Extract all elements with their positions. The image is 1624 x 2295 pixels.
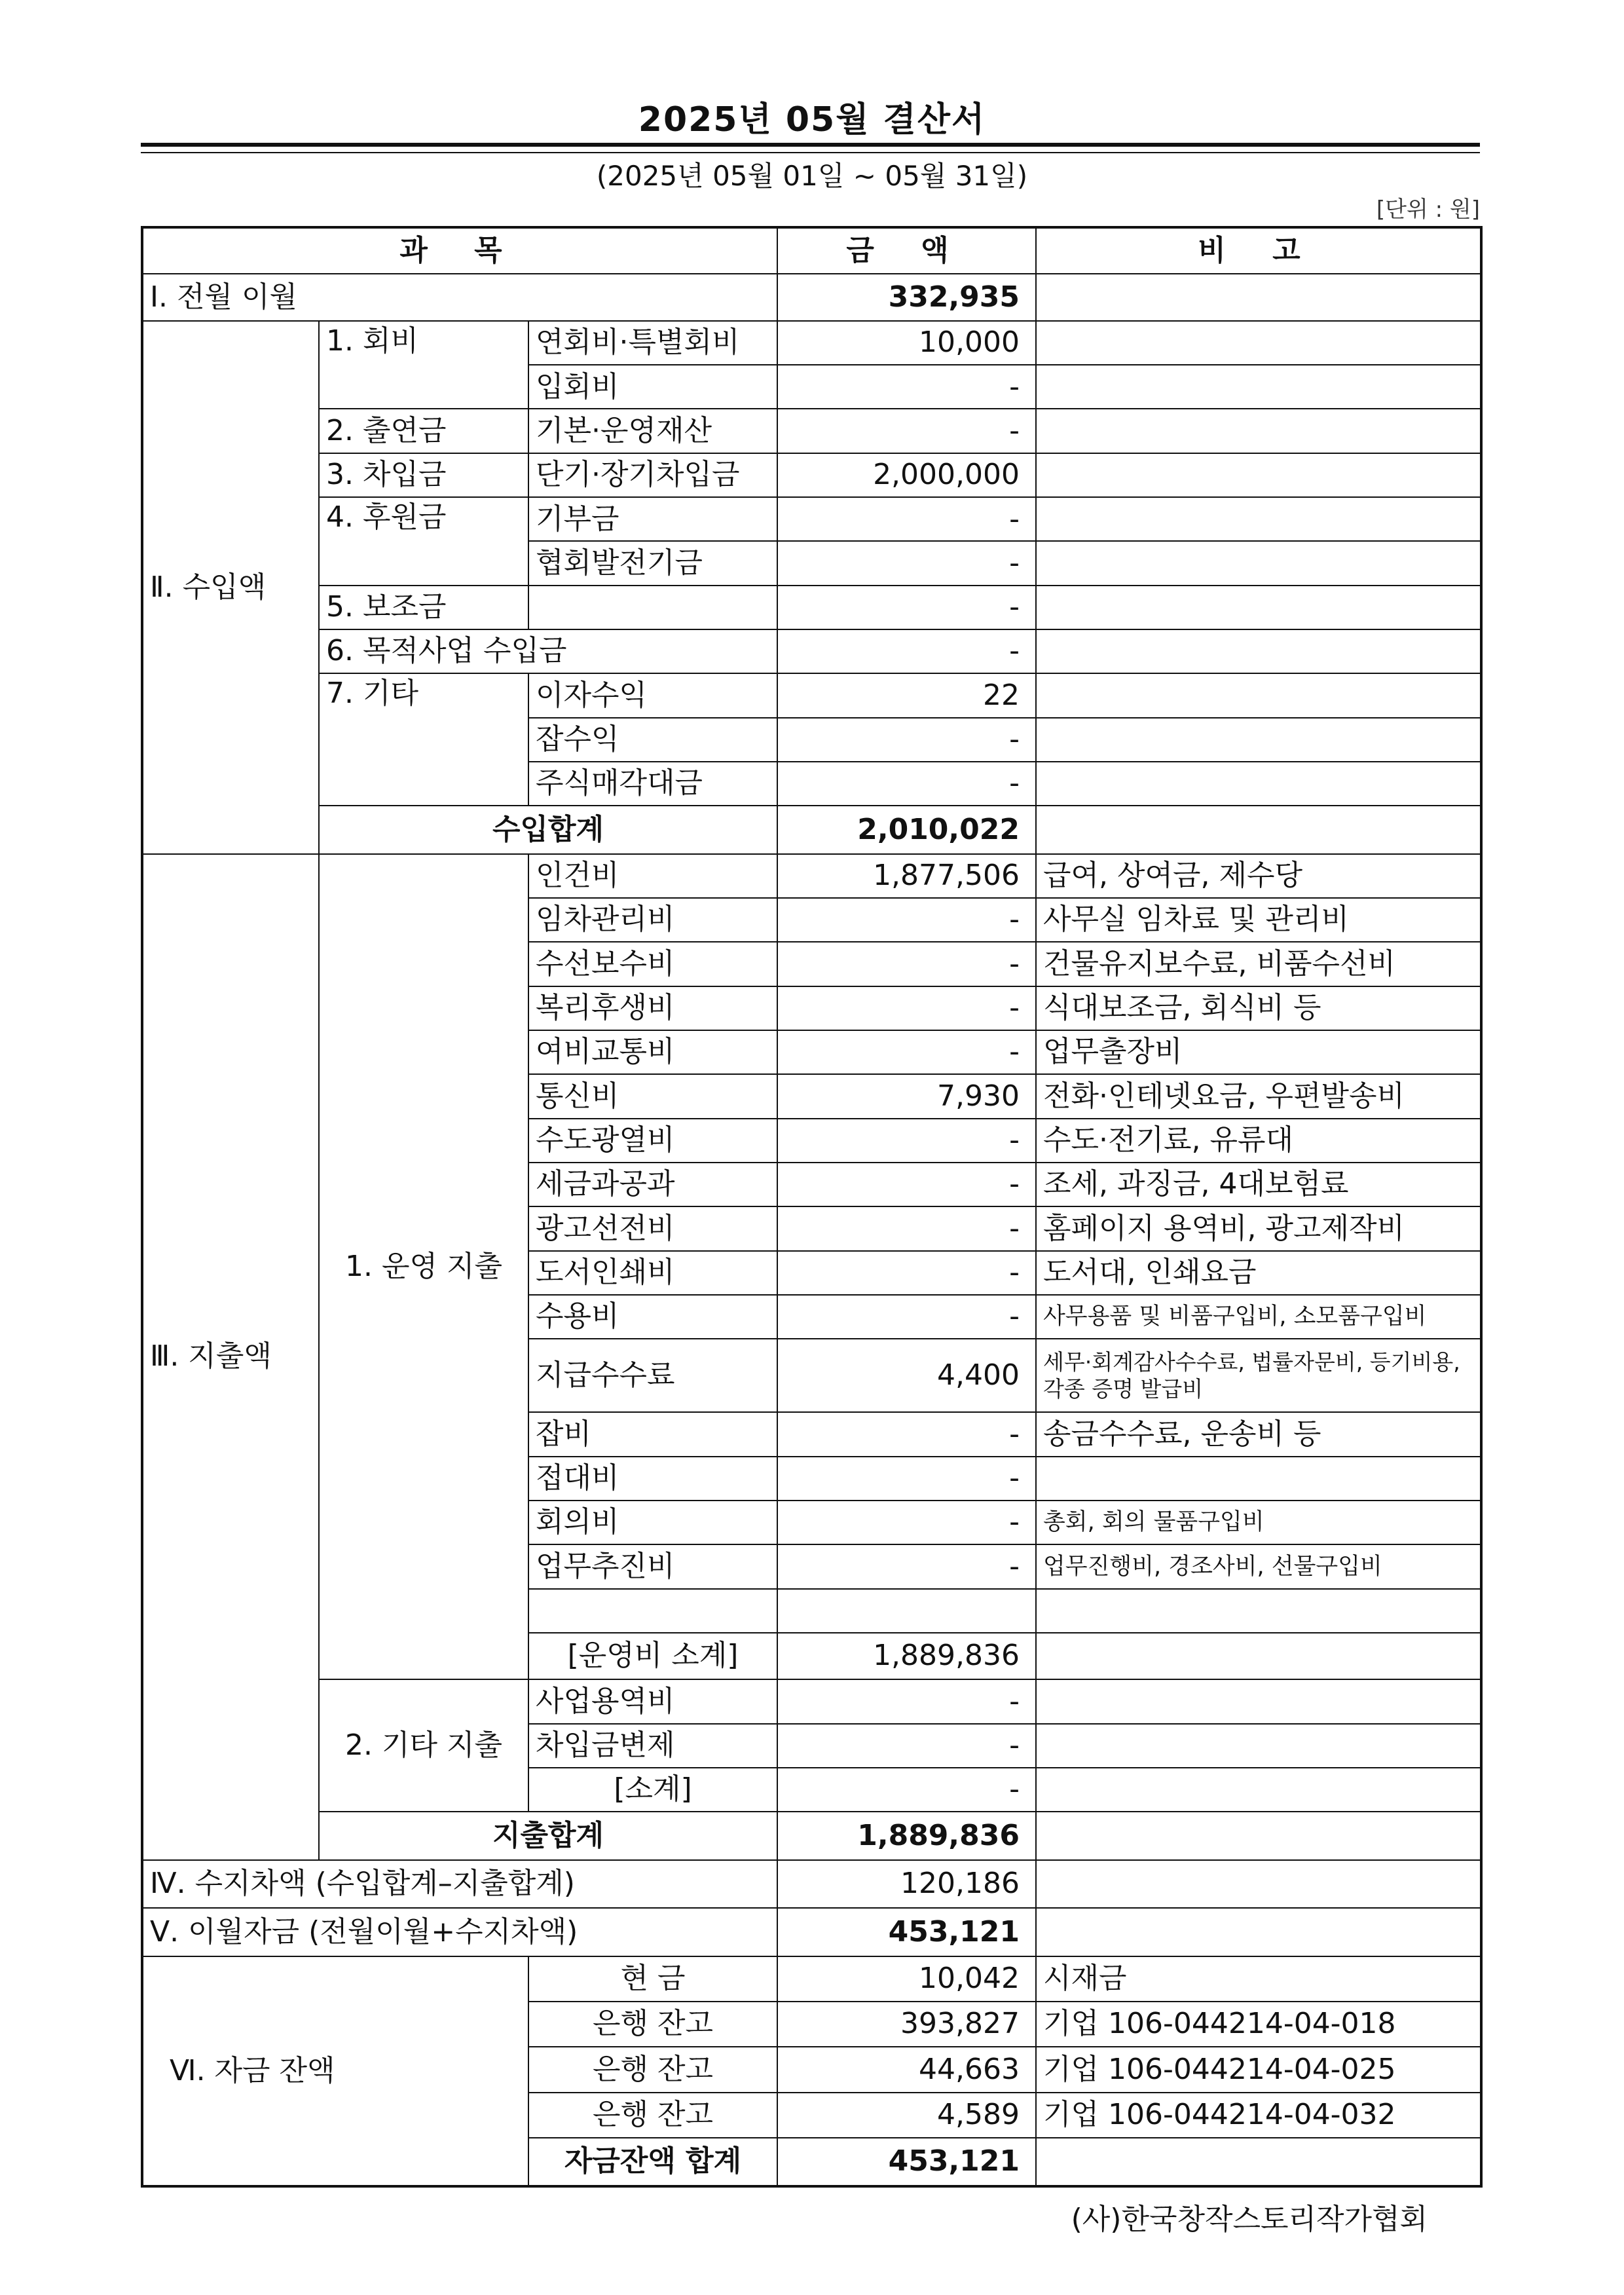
expense-item-name: 수선보수비 <box>528 942 777 986</box>
expense-total-row <box>142 1812 1481 1859</box>
fund-item-amount: 393,827 <box>777 2002 1036 2047</box>
expense-item-remark: 업무진행비, 경조사비, 선물구입비 <box>1036 1544 1481 1588</box>
expense-item-name: 사업용역비 <box>528 1679 777 1723</box>
income-item-name <box>528 586 777 629</box>
income-item-name: 협회발전기금 <box>528 541 777 585</box>
income-item-amount: - <box>777 586 1036 629</box>
fund-item-amount: 44,663 <box>777 2047 1036 2092</box>
table-row <box>142 409 1481 453</box>
income-item-name: 기본·운영재산 <box>528 409 777 453</box>
fund-total-label: 자금잔액 합계 <box>528 2138 777 2186</box>
header-subject: 과 목 <box>142 227 777 274</box>
expense-item-name: 여비교통비 <box>528 1030 777 1074</box>
section6-label: Ⅵ. 자금 잔액 <box>142 1956 528 2186</box>
income-item-name: 주식매각대금 <box>528 762 777 806</box>
expense-item-amount: - <box>777 1119 1036 1163</box>
expense-item-remark: 송금수수료, 운송비 등 <box>1036 1412 1481 1456</box>
remark-cell <box>1036 409 1481 453</box>
expense-item-amount: 1,877,506 <box>777 854 1036 898</box>
expense-item-name: 잡비 <box>528 1412 777 1456</box>
income-group-donation: 4. 후원금 <box>319 497 528 586</box>
fund-item-remark: 시재금 <box>1036 1956 1481 2002</box>
expense-total-label: 지출합계 <box>319 1812 777 1859</box>
expense-item-remark: 사무실 임차료 및 관리비 <box>1036 898 1481 942</box>
section5-amount: 453,121 <box>777 1908 1036 1956</box>
header-remarks: 비 고 <box>1036 227 1481 274</box>
section4-amount: 120,186 <box>777 1860 1036 1908</box>
expense-item-remark: 세무·회계감사수수료, 법률자문비, 등기비용, 각종 증명 발급비 <box>1036 1339 1481 1412</box>
settlement-table <box>141 226 1483 2188</box>
table-row <box>142 321 1481 365</box>
expense-item-amount: - <box>777 1724 1036 1768</box>
income-item-amount: - <box>777 718 1036 762</box>
fund-item-name: 은행 잔고 <box>528 2047 777 2092</box>
income-item-name: 기부금 <box>528 497 777 541</box>
income-item-amount: 22 <box>777 673 1036 717</box>
remark-cell <box>1036 1860 1481 1908</box>
income-group-etc: 7. 기타 <box>319 673 528 806</box>
expense-item-amount: - <box>777 1544 1036 1588</box>
income-group-purpose: 6. 목적사업 수입금 <box>319 629 777 673</box>
section1-amount: 332,935 <box>777 274 1036 320</box>
table-row <box>142 629 1481 673</box>
remark-cell <box>1036 365 1481 409</box>
expense-item-name: 업무추진비 <box>528 1544 777 1588</box>
expense-item-amount: - <box>777 1412 1036 1456</box>
expense-item-amount: - <box>777 1251 1036 1295</box>
fund-item-remark: 기업 106-044214-04-025 <box>1036 2047 1481 2092</box>
income-item-amount: - <box>777 762 1036 806</box>
fund-item-name: 현 금 <box>528 1956 777 2002</box>
unit-label: [단위 : 원] <box>1376 196 1480 223</box>
expense-item-remark: 사무용품 및 비품구입비, 소모품구입비 <box>1036 1295 1481 1339</box>
table-row <box>142 1956 1481 2002</box>
fund-item-name: 은행 잔고 <box>528 2093 777 2138</box>
fund-item-name: 은행 잔고 <box>528 2002 777 2047</box>
expense-group-other: 2. 기타 지출 <box>319 1679 528 1812</box>
expense-item-amount: 7,930 <box>777 1074 1036 1118</box>
expense-item-name: 지급수수료 <box>528 1339 777 1412</box>
expense-item-amount: - <box>777 1457 1036 1501</box>
expense-item-amount: - <box>777 1163 1036 1206</box>
income-item-amount: - <box>777 365 1036 409</box>
organization-name: (사)한국창작스토리작가협회 <box>1071 2203 1428 2236</box>
income-item-name: 입회비 <box>528 365 777 409</box>
expense-item-remark <box>1036 1457 1481 1501</box>
expense-item-remark: 홈페이지 용역비, 광고제작비 <box>1036 1206 1481 1250</box>
expense-item-name: 복리후생비 <box>528 986 777 1030</box>
expense-item-name: 도서인쇄비 <box>528 1251 777 1295</box>
expense-item-name: 회의비 <box>528 1501 777 1544</box>
expense-item-name: 세금과공과 <box>528 1163 777 1206</box>
income-item-name: 단기·장기차입금 <box>528 453 777 497</box>
fund-total-amount: 453,121 <box>777 2138 1036 2186</box>
remark-cell <box>1036 673 1481 717</box>
remark-cell <box>1036 497 1481 541</box>
expense-item-remark: 식대보조금, 회식비 등 <box>1036 986 1481 1030</box>
section5-label: Ⅴ. 이월자금 (전월이월+수지차액) <box>142 1908 777 1956</box>
other-subtotal-amount: - <box>777 1768 1036 1812</box>
section1-label: Ⅰ. 전월 이월 <box>142 274 777 320</box>
expense-item-amount: - <box>777 1679 1036 1723</box>
other-subtotal-label: [소계] <box>528 1768 777 1812</box>
expense-item-name: 인건비 <box>528 854 777 898</box>
title-rule-thin <box>141 152 1480 153</box>
remark-cell <box>1036 762 1481 806</box>
income-group-fees: 1. 회비 <box>319 321 528 409</box>
section3-label: Ⅲ. 지출액 <box>142 854 319 1860</box>
expense-item-name: 차입금변제 <box>528 1724 777 1768</box>
section4-label: Ⅳ. 수지차액 (수입합계–지출합계) <box>142 1860 777 1908</box>
header-row <box>142 227 1481 274</box>
expense-item-amount: - <box>777 1206 1036 1250</box>
row-balance-difference <box>142 1860 1481 1908</box>
income-item-name: 잡수익 <box>528 718 777 762</box>
table-row <box>142 586 1481 629</box>
table-row <box>142 673 1481 717</box>
expense-item-remark: 조세, 과징금, 4대보험료 <box>1036 1163 1481 1206</box>
income-item-amount: - <box>777 629 1036 673</box>
expense-item-amount: 4,400 <box>777 1339 1036 1412</box>
table-row <box>142 1679 1481 1723</box>
remark-cell <box>1036 1908 1481 1956</box>
income-group-loan: 3. 차입금 <box>319 453 528 497</box>
expense-item-amount: - <box>777 898 1036 942</box>
income-item-amount: 10,000 <box>777 321 1036 365</box>
remark-cell <box>1036 321 1481 365</box>
income-item-amount: - <box>777 497 1036 541</box>
remark-cell <box>1036 1724 1481 1768</box>
expense-item-amount: - <box>777 942 1036 986</box>
table-row <box>142 497 1481 541</box>
expense-total-amount: 1,889,836 <box>777 1812 1036 1859</box>
table-row <box>142 854 1481 898</box>
income-item-amount: 2,000,000 <box>777 453 1036 497</box>
income-group-subsidy: 5. 보조금 <box>319 586 528 629</box>
remark-cell <box>1036 2138 1481 2186</box>
expense-item-name: 수도광열비 <box>528 1119 777 1163</box>
period: (2025년 05월 01일 ~ 05월 31일) <box>596 160 1028 192</box>
expense-item-remark: 전화·인테넷요금, 우편발송비 <box>1036 1074 1481 1118</box>
expense-item-remark: 건물유지보수료, 비품수선비 <box>1036 942 1481 986</box>
operating-subtotal-label: [운영비 소계] <box>528 1633 777 1679</box>
section1-remark <box>1036 274 1481 320</box>
income-item-amount: - <box>777 541 1036 585</box>
fund-item-amount: 4,589 <box>777 2093 1036 2138</box>
income-total-label: 수입합계 <box>319 806 777 853</box>
title-rule-thick <box>141 143 1480 147</box>
income-total-row <box>142 806 1481 853</box>
income-item-name: 연회비·특별회비 <box>528 321 777 365</box>
expense-item-name: 임차관리비 <box>528 898 777 942</box>
remark-cell <box>1036 718 1481 762</box>
row-carryover <box>142 274 1481 320</box>
remark-cell <box>1036 453 1481 497</box>
fund-item-remark: 기업 106-044214-04-032 <box>1036 2093 1481 2138</box>
income-item-name: 이자수익 <box>528 673 777 717</box>
empty-cell <box>528 1589 777 1633</box>
section2-label: Ⅱ. 수입액 <box>142 321 319 854</box>
expense-item-amount: - <box>777 986 1036 1030</box>
expense-item-remark: 수도·전기료, 유류대 <box>1036 1119 1481 1163</box>
remark-cell <box>1036 806 1481 853</box>
expense-group-operating: 1. 운영 지출 <box>319 854 528 1680</box>
document-title: 2025년 05월 결산서 <box>638 100 986 140</box>
remark-cell <box>1036 1812 1481 1859</box>
operating-subtotal-amount: 1,889,836 <box>777 1633 1036 1679</box>
remark-cell <box>1036 1679 1481 1723</box>
remark-cell <box>1036 586 1481 629</box>
remark-cell <box>1036 629 1481 673</box>
remark-cell <box>1036 1768 1481 1812</box>
row-carry-forward <box>142 1908 1481 1956</box>
expense-item-amount: - <box>777 1501 1036 1544</box>
fund-item-remark: 기업 106-044214-04-018 <box>1036 2002 1481 2047</box>
expense-item-remark: 총회, 회의 물품구입비 <box>1036 1501 1481 1544</box>
empty-cell <box>777 1589 1036 1633</box>
expense-item-name: 통신비 <box>528 1074 777 1118</box>
expense-item-remark: 도서대, 인쇄요금 <box>1036 1251 1481 1295</box>
expense-item-name: 수용비 <box>528 1295 777 1339</box>
empty-cell <box>1036 1589 1481 1633</box>
expense-item-amount: - <box>777 1295 1036 1339</box>
income-total-amount: 2,010,022 <box>777 806 1036 853</box>
expense-item-remark: 업무출장비 <box>1036 1030 1481 1074</box>
fund-item-amount: 10,042 <box>777 1956 1036 2002</box>
remark-cell <box>1036 541 1481 585</box>
expense-item-amount: - <box>777 1030 1036 1074</box>
header-amount: 금 액 <box>777 227 1036 274</box>
expense-item-name: 광고선전비 <box>528 1206 777 1250</box>
income-item-amount: - <box>777 409 1036 453</box>
expense-item-name: 접대비 <box>528 1457 777 1501</box>
expense-item-remark: 급여, 상여금, 제수당 <box>1036 854 1481 898</box>
table-row <box>142 453 1481 497</box>
remark-cell <box>1036 1633 1481 1679</box>
income-group-contribution: 2. 출연금 <box>319 409 528 453</box>
